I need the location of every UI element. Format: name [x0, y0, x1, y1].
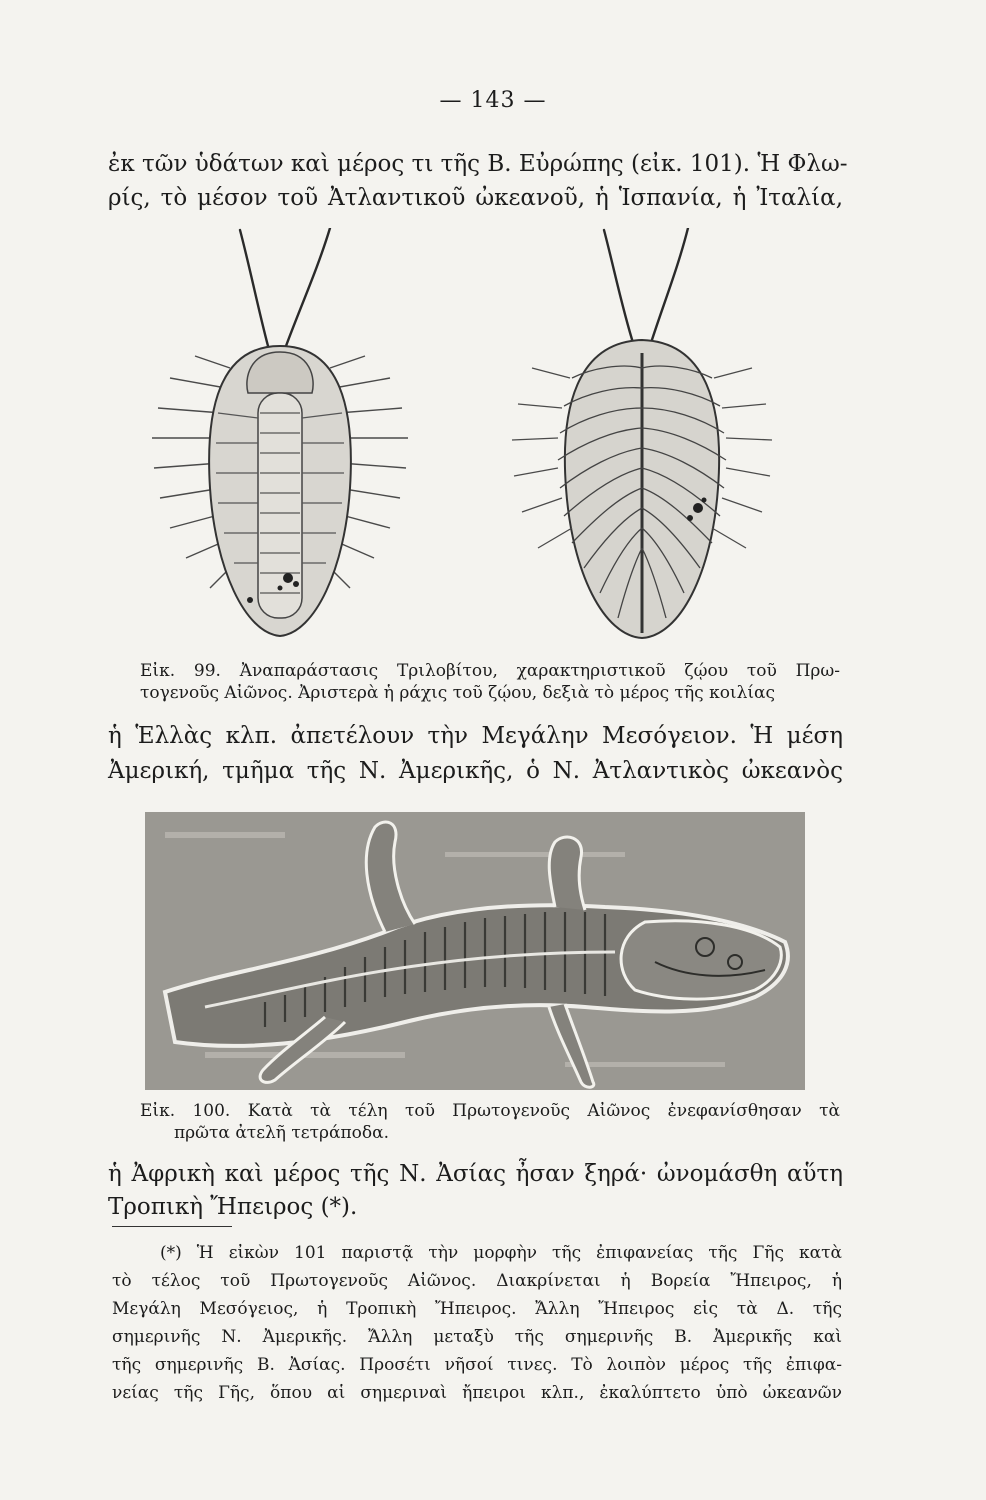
page-number: — 143 —	[439, 88, 547, 113]
body-line: Ἀμερική, τμῆμα τῆς Ν. Ἀμερικῆς, ὁ Ν. Ἀτλαντικὸς ὠκεανὸς	[108, 758, 843, 784]
body-line: ἐκ τῶν ὑδάτων καὶ μέρος τι τῆς Β. Εὐρώπης (εἰκ. 101). Ἡ Φλω-	[108, 151, 848, 177]
footnote-line: (*) Ἡ εἰκὼν 101 παριστᾷ τὴν μορφὴν τῆς ἐπιφανείας τῆς Γῆς κατὰ	[160, 1243, 842, 1263]
footnote-line: νείας τῆς Γῆς, ὅπου αἱ σημεριναὶ ἤπειροι κλπ., ἐκαλύπτετο ὑπὸ ὠκεανῶν	[112, 1383, 842, 1403]
figure-100-caption	[140, 1100, 840, 1144]
footnote-rule	[112, 1226, 232, 1227]
caption-line: Εἰκ. 99. Ἀναπαράστασις Τριλοβίτου, χαρακτηριστικοῦ ζῴου τοῦ Πρω-	[140, 661, 840, 681]
footnote-line: Μεγάλη Μεσόγειος, ἡ Τροπικὴ Ἤπειρος. Ἄλλη Ἤπειρος εἰς τὰ Δ. τῆς	[112, 1299, 842, 1319]
figure-100-tetrapod-fossil	[145, 812, 805, 1090]
body-line: ἡ Ἑλλὰς κλπ. ἀπετέλουν τὴν Μεγάλην Μεσόγειον. Ἡ μέση	[108, 723, 843, 749]
caption-line: τογενοῦς Αἰῶνος. Ἀριστερὰ ἡ ράχις τοῦ ζῴου, δεξιὰ τὸ μέρος τῆς κοιλίας	[140, 683, 776, 703]
trilobite-ventral-illustration	[492, 228, 782, 648]
trilobite-dorsal-illustration	[140, 228, 430, 648]
footnote-line: τὸ τέλος τοῦ Πρωτογενοῦς Αἰῶνος. Διακρίνεται ἡ Βορεία Ἤπειρος, ἡ	[112, 1271, 842, 1291]
body-line: ρίς, τὸ μέσον τοῦ Ἀτλαντικοῦ ὠκεανοῦ, ἡ Ἱσπανία, ἡ Ἰταλία,	[108, 185, 843, 211]
caption-line: Εἰκ. 100. Κατὰ τὰ τέλη τοῦ Πρωτογενοῦς Αἰῶνος ἐνεφανίσθησαν τὰ	[140, 1101, 840, 1121]
caption-line: πρῶτα ἀτελῆ τετράποδα.	[174, 1123, 389, 1143]
body-line: ἡ Ἀφρικὴ καὶ μέρος τῆς Ν. Ἀσίας ἦσαν ξηρά· ὠνομάσθη αὕτη	[108, 1161, 843, 1187]
footnote-line: τῆς σημερινῆς Β. Ἀσίας. Προσέτι νῆσοί τινες. Τὸ λοιπὸν μέρος τῆς ἐπιφα-	[112, 1355, 842, 1375]
figure-99-caption	[140, 660, 840, 704]
figure-99	[140, 228, 780, 648]
footnote-line: σημερινῆς Ν. Ἀμερικῆς. Ἄλλη μεταξὺ τῆς σημερινῆς Β. Ἀμερικῆς καὶ	[112, 1327, 842, 1347]
body-line: Τροπικὴ Ἤπειρος (*).	[108, 1194, 358, 1220]
